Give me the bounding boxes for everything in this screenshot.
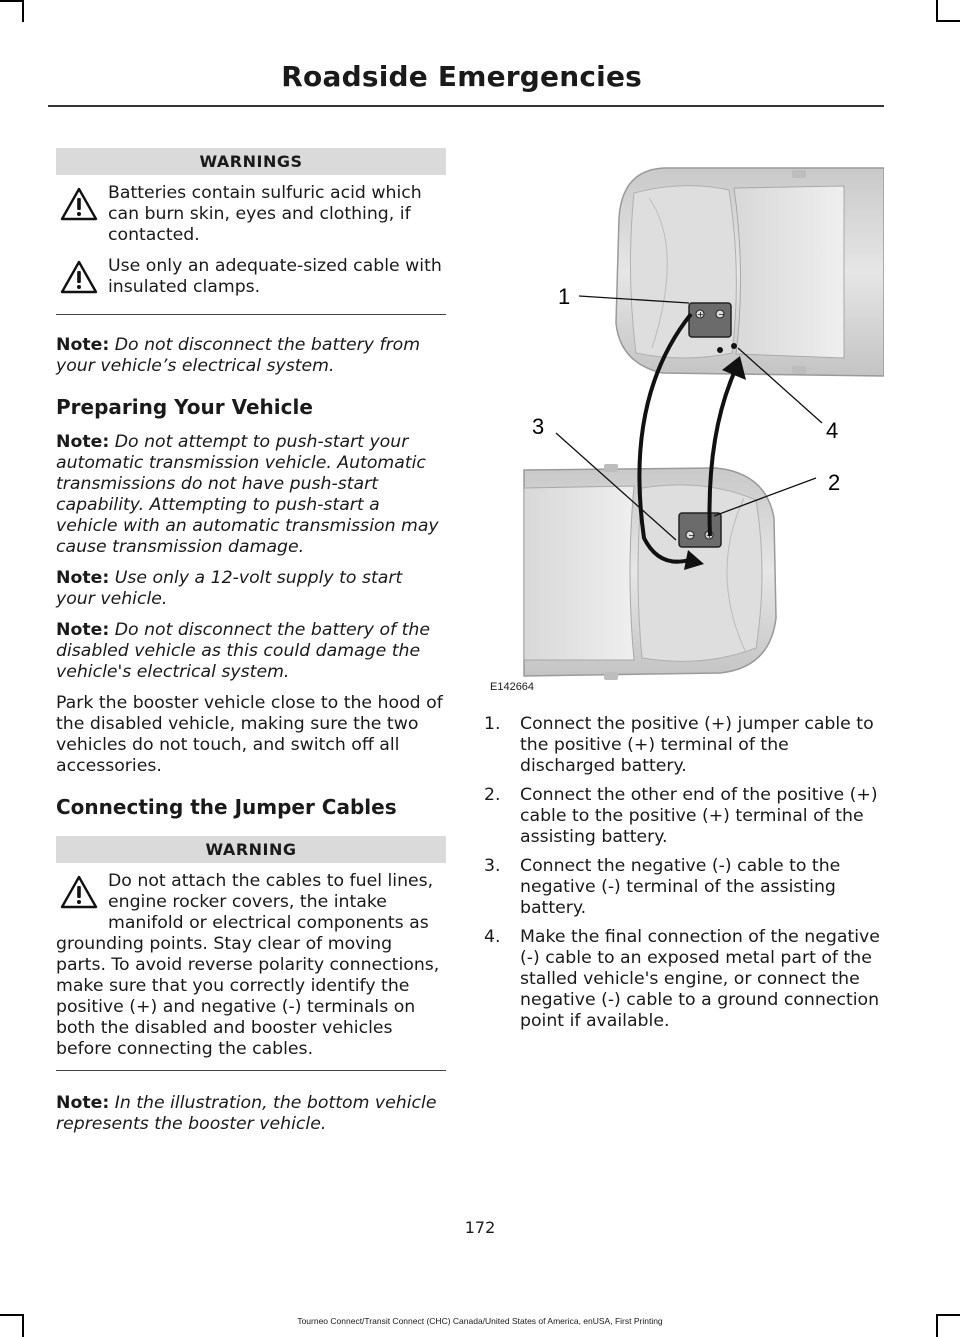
- note-label: Note:: [56, 620, 110, 640]
- warning-item: [56, 183, 446, 246]
- vehicles-diagram: [484, 148, 884, 696]
- list-item: [484, 785, 884, 848]
- warning-triangle-icon: [60, 875, 98, 909]
- booster-vehicle: [524, 464, 776, 680]
- warning-box: [56, 836, 446, 1071]
- note: [56, 335, 446, 377]
- body-paragraph: Park the booster vehicle close to the hood of the disabled vehicle, making sure the two vehicles do not touch, and switch off all accessories.: [56, 693, 443, 776]
- list-item: [484, 927, 884, 1032]
- step-text: Connect the other end of the positive (+) cable to the positive (+) terminal of the assisting battery.: [520, 785, 878, 847]
- note-label: Note:: [56, 568, 110, 588]
- warning-heading: WARNING: [56, 836, 446, 863]
- step-text: Connect the positive (+) jumper cable to the positive (+) terminal of the discharged battery.: [520, 714, 874, 776]
- warning-triangle-icon: [60, 260, 98, 294]
- figure-code: E142664: [490, 681, 535, 693]
- warnings-box: [56, 148, 446, 315]
- step-number: 4.: [484, 927, 501, 947]
- svg-text:+: +: [697, 310, 704, 319]
- crop-mark: [938, 20, 960, 22]
- note-label: Note:: [56, 335, 110, 355]
- jump-start-illustration: [484, 148, 884, 696]
- crop-mark: [22, 0, 24, 22]
- step-text: Make the final connection of the negative (-) cable to an exposed metal part of the stalled vehicle's engine, or connect the negative (-) cable to a ground connection point if available.: [520, 927, 880, 1031]
- footer-text: Tourneo Connect/Transit Connect (CHC) Canada/United States of America, enUSA, First Printing: [297, 1316, 663, 1326]
- header-divider: [48, 105, 884, 107]
- warning-item: [56, 256, 446, 304]
- note-text: Do not attempt to push-start your automatic transmission vehicle. Automatic transmissions do not have push-start capability. Attempting to push-start a vehicle with an automatic transmission may cause transmission damage.: [56, 432, 439, 557]
- page-number: 172: [464, 1218, 496, 1237]
- svg-text:−: −: [718, 310, 725, 319]
- warning-triangle-icon: [60, 187, 98, 221]
- note: [56, 1093, 446, 1135]
- note-label: Note:: [56, 432, 110, 452]
- warning-text: Do not attach the cables to fuel lines, engine rocker covers, the intake manifold or electrical components as grounding points. Stay clear of moving parts. To avoid reverse polarity connections, make sure that you correctly identify the positive (+) and negative (-) terminals on both the disabled and booster vehicles before connecting the cables.: [56, 871, 440, 1059]
- step-number: 3.: [484, 856, 501, 876]
- callout-3: 3: [532, 414, 545, 439]
- step-number: 1.: [484, 714, 501, 734]
- note-text: Use only a 12-volt supply to start your vehicle.: [56, 568, 403, 609]
- callout-2: 2: [828, 470, 841, 495]
- right-column: [484, 148, 884, 1040]
- page-title: Roadside Emergencies: [281, 60, 642, 93]
- disabled-vehicle: [616, 168, 884, 376]
- section-heading: Connecting the Jumper Cables: [56, 795, 397, 819]
- list-item: [484, 714, 884, 777]
- section-heading: Preparing Your Vehicle: [56, 395, 313, 419]
- warning-text: Batteries contain sulfuric acid which can burn skin, eyes and clothing, if contacted.: [108, 183, 422, 245]
- note-label: Note:: [56, 1093, 110, 1113]
- svg-text:+: +: [706, 531, 713, 540]
- list-item: [484, 856, 884, 919]
- assisting-battery: [679, 513, 721, 547]
- svg-text:−: −: [688, 531, 695, 540]
- note: [56, 620, 446, 683]
- note-text: Do not disconnect the battery from your vehicle’s electrical system.: [56, 335, 421, 376]
- note: [56, 568, 446, 610]
- note-text: In the illustration, the bottom vehicle represents the booster vehicle.: [56, 1093, 437, 1134]
- steps-list: [484, 714, 884, 1032]
- callout-4: 4: [826, 418, 839, 443]
- crop-mark: [936, 0, 938, 22]
- warnings-heading: WARNINGS: [56, 148, 446, 175]
- callout-1: 1: [558, 284, 571, 309]
- step-text: Connect the negative (-) cable to the negative (-) terminal of the assisting battery.: [520, 856, 841, 918]
- warning-item: [56, 871, 446, 1060]
- warning-text: Use only an adequate-sized cable with insulated clamps.: [108, 256, 442, 297]
- step-number: 2.: [484, 785, 501, 805]
- discharged-battery: [689, 303, 731, 337]
- note-text: Do not disconnect the battery of the disabled vehicle as this could damage the vehicle's electrical system.: [56, 620, 430, 682]
- left-column: [56, 148, 446, 1135]
- crop-mark: [0, 0, 22, 2]
- note: [56, 432, 446, 558]
